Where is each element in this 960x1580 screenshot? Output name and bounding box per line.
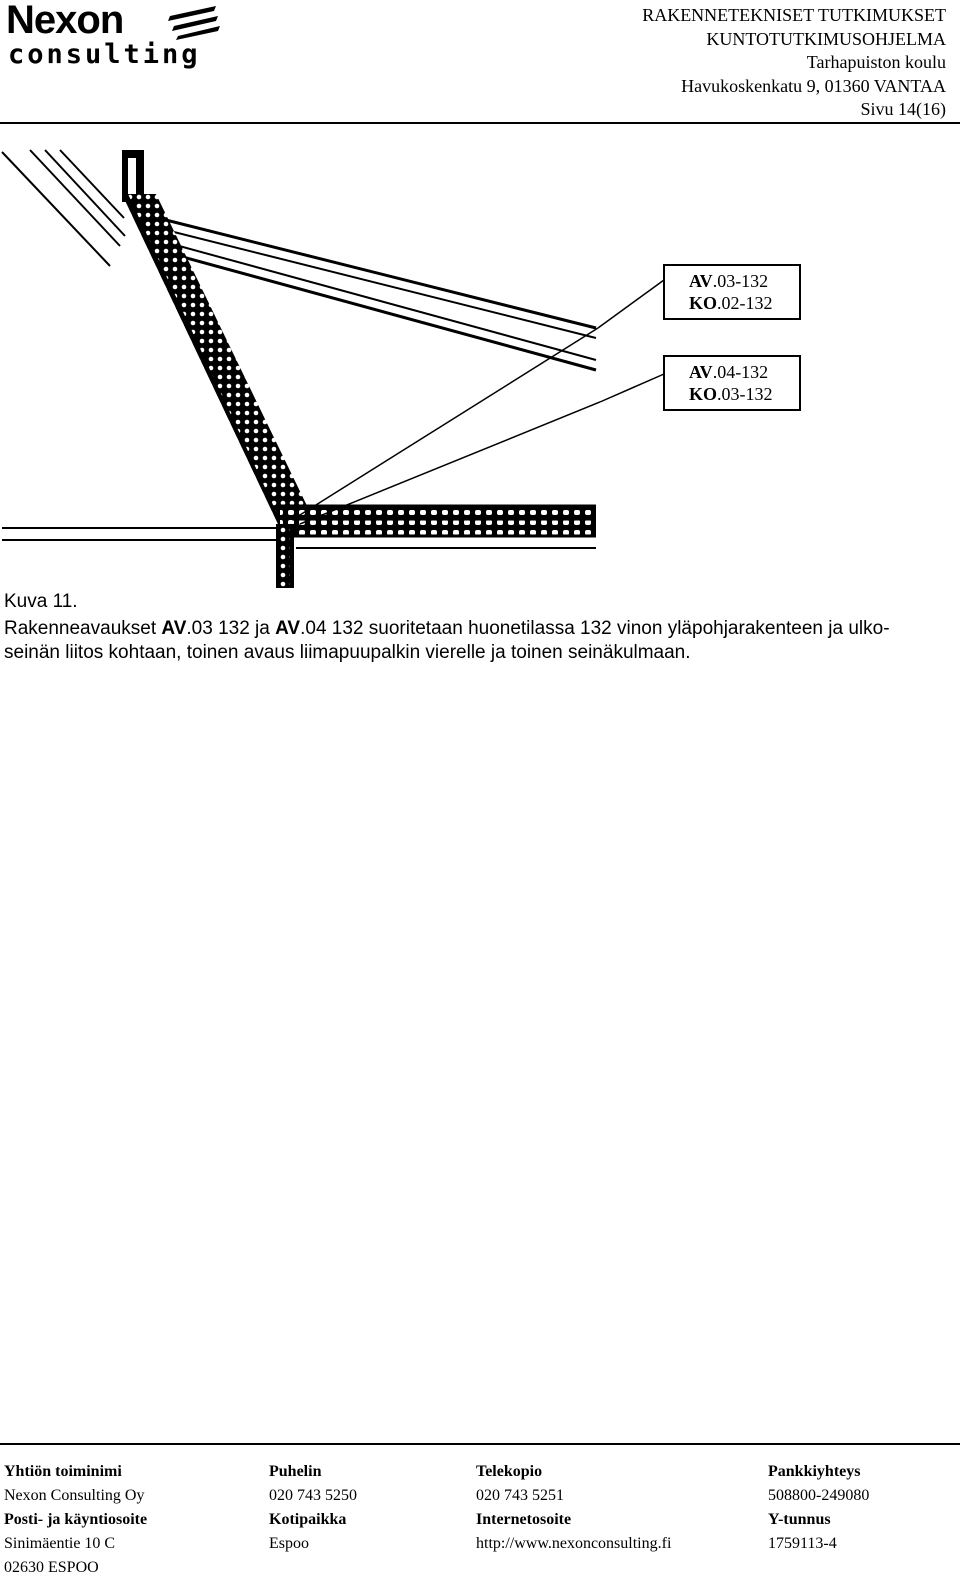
callout-box-1 (663, 264, 801, 320)
footer-divider (0, 1443, 960, 1445)
footer-cell: Sinimäentie 10 C (4, 1535, 116, 1552)
footer-cell: 020 743 5251 (476, 1487, 564, 1504)
callout-2-l2-pre: KO (689, 384, 718, 404)
footer-cell: Yhtiön toiminimi (4, 1463, 122, 1480)
structure-drawing (0, 148, 600, 590)
footer-cell: Y-tunnus (768, 1511, 831, 1528)
figure-caption: Kuva 11. (4, 591, 78, 612)
logo-swoosh-icon (166, 4, 222, 40)
footer-cell: Pankkiyhteys (768, 1463, 861, 1480)
page-number: Sivu 14(16) (860, 99, 946, 119)
callout-1-l1-post: .03-132 (712, 271, 769, 291)
callout-2-l1-pre: AV (689, 362, 713, 382)
document-header-info (642, 4, 946, 122)
header-divider (0, 122, 960, 124)
callout-1-l1-pre: AV (689, 271, 713, 291)
body-part-4: AV (275, 618, 301, 639)
footer-cell: Puhelin (269, 1463, 322, 1480)
body-paragraph (4, 617, 934, 665)
header-line-1: RAKENNETEKNISET TUTKIMUKSET (642, 5, 946, 25)
logo-wordmark-bottom: consulting (8, 39, 201, 70)
footer-cell: Kotipaikka (269, 1511, 347, 1528)
footer-row-headings-1 (4, 1460, 954, 1484)
body-part-3: .03 132 ja (186, 618, 276, 639)
footer-cell: 1759113-4 (768, 1535, 837, 1552)
company-footer (4, 1460, 954, 1580)
header-line-4: Havukoskenkatu 9, 01360 VANTAA (681, 75, 946, 96)
footer-row-values-1 (4, 1484, 954, 1508)
header-line-2: KUNTOTUTKIMUSOHJELMA (706, 28, 946, 49)
footer-cell: Espoo (269, 1535, 309, 1552)
callout-2-l2-post: .03-132 (717, 384, 773, 404)
body-part-5: .04 132 suoritetaan huonetilassa 132 vinon yläpohjarakenteen ja ulko- (300, 618, 890, 639)
footer-website-link[interactable]: http://www.nexonconsulting.fi (476, 1535, 672, 1552)
body-part-6: seinän liitos kohtaan, toinen avaus liimapuupalkin vierelle ja toinen seinäkulmaan. (4, 642, 691, 663)
footer-row-values-3 (4, 1556, 954, 1580)
footer-cell: Internetosoite (476, 1511, 572, 1528)
footer-row-headings-2 (4, 1508, 954, 1532)
header-line-3: Tarhapuiston koulu (806, 52, 946, 72)
footer-cell: 020 743 5250 (269, 1487, 357, 1504)
footer-row-values-2 (4, 1532, 954, 1556)
callout-2-l1-post: .04-132 (712, 362, 769, 382)
footer-cell: 508800-249080 (768, 1487, 870, 1504)
footer-cell: Nexon Consulting Oy (4, 1487, 145, 1504)
callout-1-l2-pre: KO (689, 293, 718, 313)
footer-cell: 02630 ESPOO (4, 1559, 99, 1576)
logo-wordmark-top: Nexon (6, 0, 124, 42)
callout-leaders (590, 250, 670, 430)
body-part-2: AV (161, 618, 187, 639)
company-logo (6, 2, 221, 74)
body-part-1: Rakenneavaukset (4, 618, 162, 639)
footer-cell: Posti- ja käyntiosoite (4, 1511, 148, 1528)
callout-box-2 (663, 355, 801, 411)
callout-1-l2-post: .02-132 (717, 293, 773, 313)
footer-cell: Telekopio (476, 1463, 543, 1480)
